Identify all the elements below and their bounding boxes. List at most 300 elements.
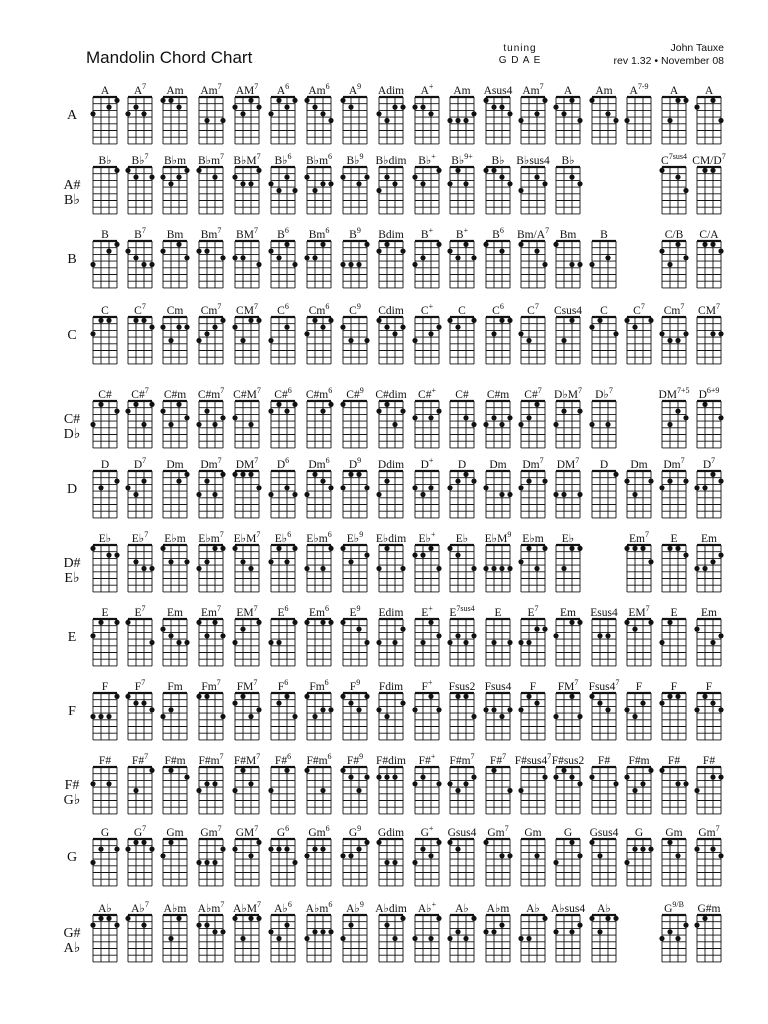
row-label: D [66,482,78,497]
chord-suffix: 9/B [672,900,684,909]
chord-row [0,750,768,820]
chord-root: BM [236,228,254,241]
chord-diagram [520,692,546,742]
diagram-wrap [626,96,652,146]
chord-diagram [342,766,368,816]
finger-dot [569,262,574,267]
finger-dot [328,118,333,123]
tuning-block [492,43,548,67]
diagram-wrap [661,166,687,216]
finger-dot [141,262,146,267]
diagram-wrap [378,166,404,216]
chord-diagram [414,400,440,450]
finger-dot [98,485,103,490]
chord-root: E♭M [484,532,508,545]
finger-dot [364,485,369,490]
finger-dot [483,168,488,173]
finger-dot [376,640,381,645]
diagram-wrap [378,914,404,964]
finger-dot [220,472,225,477]
chord-diagram [414,838,440,888]
chord-root: A♭ [417,902,432,915]
diagram-wrap [696,400,722,450]
chord-diagram [378,166,404,216]
finger-dot [114,242,119,247]
chord-root: F#m [198,754,220,767]
diagram-wrap [342,166,368,216]
finger-dot [106,553,111,558]
finger-dot [232,546,237,551]
finger-dot [232,472,237,477]
diagram-wrap [520,618,546,668]
diagram-wrap [378,316,404,366]
diagram-wrap [198,470,224,520]
author-block [614,42,724,68]
chord-root: E♭M [233,532,257,545]
chord-suffix: + [427,678,433,687]
finger-dot [659,701,664,706]
diagram-wrap [162,96,188,146]
chord-suffix: 7 [504,824,509,833]
finger-dot [98,620,103,625]
finger-dot [605,633,610,638]
finger-dot [276,546,281,551]
finger-dot [90,262,95,267]
chord-diagram [270,96,296,146]
finger-dot [518,640,523,645]
chord-diagram [306,470,332,520]
diagram-wrap [127,838,153,888]
finger-dot [702,168,707,173]
chord-root: C#m [486,388,510,401]
finger-dot [196,788,201,793]
diagram-wrap [485,470,511,520]
chord-root: D♭M [554,388,578,401]
finger-dot [141,701,146,706]
finger-dot [328,318,333,323]
diagram-wrap [127,914,153,964]
chord-diagram [555,692,581,742]
finger-dot [499,318,504,323]
finger-dot [384,860,389,865]
finger-dot [491,415,496,420]
finger-dot [376,318,381,323]
chord-diagram [661,400,687,450]
chord-diagram [198,692,224,742]
finger-dot [220,415,225,420]
finger-dot [420,640,425,645]
chord-root: C# [455,388,469,401]
diagram-wrap [414,838,440,888]
finger-dot [168,840,173,845]
finger-dot [428,620,433,625]
chord-root: C/A [699,228,719,241]
chord-diagram [198,96,224,146]
chord-diagram [198,240,224,290]
finger-dot [125,249,130,254]
chord-diagram [591,240,617,290]
chord-suffix: 7 [144,152,149,161]
finger-dot [133,402,138,407]
chord-diagram [162,766,188,816]
diagram-wrap [162,766,188,816]
finger-dot [420,105,425,110]
diagram-wrap [234,166,260,216]
finger-dot [340,98,345,103]
finger-dot [455,118,460,123]
finger-dot [304,492,309,497]
finger-dot [114,479,119,484]
diagram-wrap [485,96,511,146]
diagram-wrap [127,692,153,742]
diagram-wrap [661,96,687,146]
chord-root: D [698,388,707,401]
diagram-wrap [342,400,368,450]
chord-diagram [342,618,368,668]
finger-dot [455,694,460,699]
finger-dot [204,409,209,414]
finger-dot [90,714,95,719]
chord-root: Am [522,84,540,97]
finger-dot [420,255,425,260]
chord-diagram [414,766,440,816]
diagram-wrap [555,766,581,816]
finger-dot [364,175,369,180]
chord-root: B♭ [346,154,360,167]
chord-diagram [270,618,296,668]
chord-root: B♭m [197,154,221,167]
chord-diagram [591,618,617,668]
chord-suffix: 6 [324,678,329,687]
chord-diagram [234,316,260,366]
finger-dot [90,546,95,551]
diagram-wrap [198,618,224,668]
chord-root: E [527,606,535,619]
finger-dot [659,768,664,773]
finger-dot [176,479,181,484]
finger-dot [577,714,582,719]
chord-root: F#m [449,754,471,767]
finger-dot [292,98,297,103]
finger-dot [312,255,317,260]
chord-diagram [234,544,260,594]
finger-dot [436,566,441,571]
diagram-wrap [378,618,404,668]
chord-diagram [661,766,687,816]
finger-dot [268,111,273,116]
chord-root: C [527,304,535,317]
finger-dot [455,929,460,934]
finger-dot [526,479,531,484]
chord-diagram [234,618,260,668]
chord-suffix: 6 [327,530,332,539]
chord-diagram [270,166,296,216]
finger-dot [212,929,217,934]
chord-diagram [92,692,118,742]
finger-dot [569,694,574,699]
chord-root: Gm [698,826,716,839]
chord-suffix: 7 [539,456,544,465]
chord-diagram [449,692,475,742]
finger-dot [376,188,381,193]
diagram-wrap [520,544,546,594]
finger-dot [518,707,523,712]
chord-root: C# [346,388,360,401]
finger-dot [518,559,523,564]
diagram-wrap [555,166,581,216]
chord-suffix: 7 [253,604,258,613]
diagram-wrap [270,544,296,594]
finger-dot [569,620,574,625]
finger-dot [196,620,201,625]
diagram-wrap [270,96,296,146]
chord-diagram [198,766,224,816]
chord-diagram [342,316,368,366]
chord-diagram [591,838,617,888]
finger-dot [605,255,610,260]
diagram-wrap [234,914,260,964]
finger-dot [718,331,723,336]
chord-diagram [306,766,332,816]
finger-dot [204,633,209,638]
finger-dot [304,255,309,260]
finger-dot [284,559,289,564]
diagram-wrap [306,838,332,888]
chord-diagram [127,766,153,816]
finger-dot [447,640,452,645]
finger-dot [589,775,594,780]
diagram-wrap [696,766,722,816]
chord-root: D [133,458,143,471]
finger-dot [710,472,715,477]
chord-root: F# [98,754,112,767]
chord-suffix: 7 [256,530,261,539]
finger-dot [90,331,95,336]
finger-dot [276,936,281,941]
finger-dot [577,262,582,267]
diagram-wrap [270,240,296,290]
chord-suffix: 7 [217,824,222,833]
finger-dot [364,694,369,699]
chord-diagram [449,240,475,290]
finger-dot [518,188,523,193]
finger-dot [675,781,680,786]
chord-suffix: 6 [328,152,333,161]
finger-dot [106,105,111,110]
chord-cell [691,384,727,452]
finger-dot [204,479,209,484]
chord-suffix: 6 [287,386,292,395]
chord-suffix: 6 [499,302,504,311]
chord-root: Fsus4 [588,680,616,693]
chord-root: A♭M [233,902,257,915]
chord-root: A [348,84,358,97]
finger-dot [499,422,504,427]
chord-diagram [449,618,475,668]
finger-dot [507,566,512,571]
finger-dot [320,325,325,330]
finger-dot [232,325,237,330]
finger-dot [168,707,173,712]
finger-dot [569,175,574,180]
finger-dot [718,553,723,558]
finger-dot [90,422,95,427]
diagram-wrap [378,838,404,888]
finger-dot [683,479,688,484]
finger-dot [632,847,637,852]
diagram-wrap [198,544,224,594]
chord-diagram [306,400,332,450]
chord-suffix: 7 [141,678,146,687]
finger-dot [141,422,146,427]
finger-dot [340,546,345,551]
finger-dot [420,492,425,497]
diagram-wrap [198,400,224,450]
finger-dot [632,492,637,497]
finger-dot [340,620,345,625]
chord-root: B♭ [418,154,432,167]
diagram-wrap [234,544,260,594]
chord-diagram [92,166,118,216]
finger-dot [613,472,618,477]
finger-dot [455,168,460,173]
finger-dot [356,707,361,712]
diagram-wrap [591,692,617,742]
chord-diagram [342,838,368,888]
diagram-wrap [127,618,153,668]
chord-root: Cdim [378,304,404,317]
finger-dot [149,262,154,267]
finger-dot [328,707,333,712]
finger-dot [648,318,653,323]
diagram-wrap [414,544,440,594]
finger-dot [463,472,468,477]
chord-diagram [696,692,722,742]
chord-suffix: 7 [254,82,259,91]
chord-root: A [704,84,714,97]
chord-root: A [276,84,286,97]
finger-dot [420,181,425,186]
chord-diagram [661,166,687,216]
finger-dot [412,262,417,267]
chord-root: A♭m [486,902,510,915]
diagram-wrap [626,316,652,366]
finger-dot [648,768,653,773]
finger-dot [160,249,165,254]
finger-dot [106,249,111,254]
finger-dot [471,633,476,638]
finger-dot [491,707,496,712]
chord-diagram [414,618,440,668]
finger-dot [400,325,405,330]
chord-diagram [378,914,404,964]
finger-dot [412,781,417,786]
chord-diagram [696,544,722,594]
finger-dot [276,402,281,407]
finger-dot [196,860,201,865]
chord-diagram [626,544,652,594]
diagram-wrap [449,400,475,450]
finger-dot [133,559,138,564]
chord-suffix: 6 [499,226,504,235]
chord-diagram [696,316,722,366]
row-label: B [67,252,77,267]
chord-suffix: 6 [284,678,289,687]
finger-dot [534,701,539,706]
finger-dot [240,694,245,699]
finger-dot [248,422,253,427]
chord-diagram [270,400,296,450]
chord-root: A [420,84,429,97]
finger-dot [392,181,397,186]
chord-root: CM [236,304,254,317]
finger-dot [589,422,594,427]
chord-root: CM/D [692,154,722,167]
chord-suffix: 9 [356,302,361,311]
chord-root: Fsus2 [448,680,476,693]
finger-dot [133,492,138,497]
finger-dot [577,118,582,123]
chord-root: B [455,228,464,241]
chord-diagram [591,692,617,742]
finger-dot [196,694,201,699]
chord-row [0,384,768,454]
chord-root: Gm [487,826,505,839]
finger-dot [292,188,297,193]
finger-dot [577,781,582,786]
diagram-wrap [92,240,118,290]
chord-suffix: 7 [220,386,225,395]
diagram-wrap [306,96,332,146]
finger-dot [534,402,539,407]
chord-suffix: 9 [507,530,512,539]
diagram-wrap [162,618,188,668]
chord-suffix: 7 [254,824,259,833]
diagram-wrap [306,240,332,290]
finger-dot [90,923,95,928]
chord-cell [586,384,622,452]
chord-diagram [591,316,617,366]
finger-dot [694,788,699,793]
chord-suffix: 7 [256,752,261,761]
diagram-wrap [414,692,440,742]
chord-diagram [661,838,687,888]
finger-dot [471,479,476,484]
finger-dot [675,853,680,858]
chord-diagram [555,240,581,290]
finger-dot [176,325,181,330]
finger-dot [364,338,369,343]
chord-suffix: 6 [325,82,330,91]
finger-dot [569,840,574,845]
chord-suffix: 6+9 [706,386,720,395]
chord-diagram [162,240,188,290]
finger-dot [364,242,369,247]
finger-dot [518,242,523,247]
diagram-wrap [449,240,475,290]
finger-dot [340,853,345,858]
chord-diagram [92,470,118,520]
chord-suffix: 6 [284,226,289,235]
finger-dot [447,781,452,786]
chord-root: B [101,228,109,241]
diagram-wrap [661,914,687,964]
chord-suffix: 7 [144,386,149,395]
chord-root: Gm [166,826,184,839]
chord-diagram [449,544,475,594]
finger-dot [694,105,699,110]
finger-dot [240,338,245,343]
